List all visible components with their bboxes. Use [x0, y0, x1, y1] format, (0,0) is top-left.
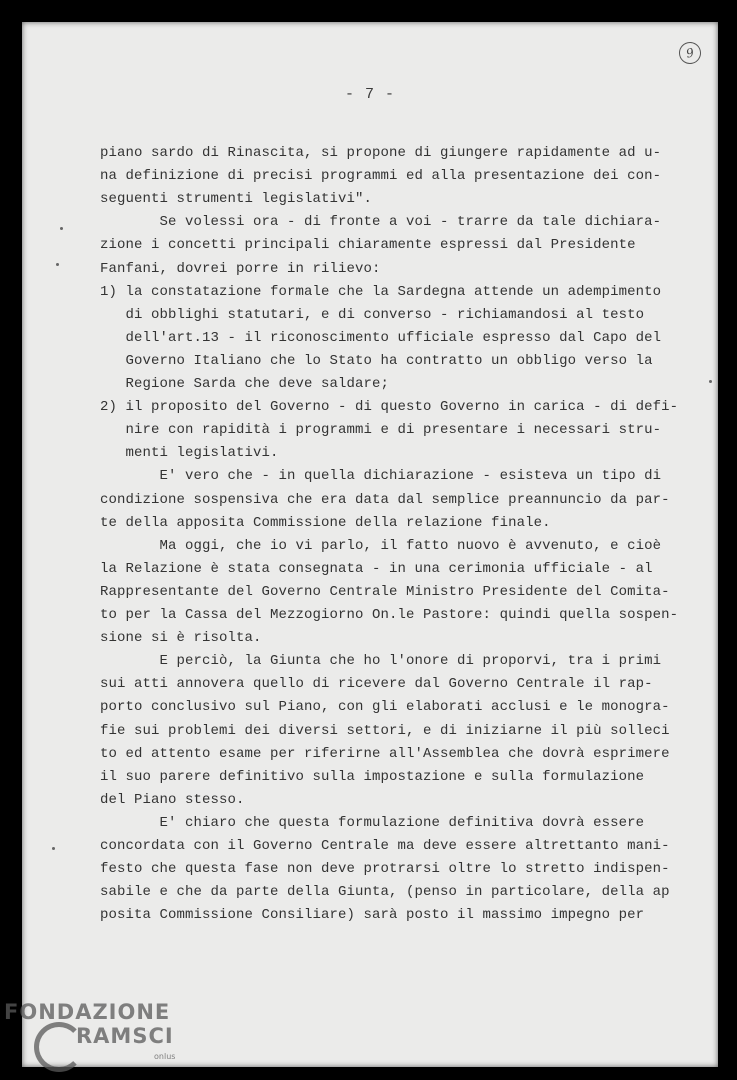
- text-line: la Relazione è stata consegnata - in una cerimonia ufficiale - al: [100, 560, 653, 577]
- paper-speck: [709, 380, 712, 383]
- text-line: porto conclusivo sul Piano, con gli elaborati acclusi e le monogra-: [100, 699, 670, 716]
- text-line: Regione Sarda che deve saldare;: [100, 376, 390, 392]
- page-number: - 7 -: [344, 86, 395, 103]
- paper-speck: [60, 227, 63, 230]
- text-line: piano sardo di Rinascita, si propone di giungere rapidamente ad u-: [100, 145, 662, 161]
- text-line: Ma oggi, che io vi parlo, il fatto nuovo è avvenuto, e cioè: [100, 537, 662, 554]
- text-line: to ed attento esame per riferirne all'Assemblea che dovrà esprimere: [100, 745, 670, 762]
- text-line: concordata con il Governo Centrale ma deve essere altrettanto mani-: [100, 838, 670, 854]
- text-line: dell'art.13 - il riconoscimento ufficiale espresso dal Capo del: [100, 329, 662, 346]
- text-line: il suo parere definitivo sulla impostazione e sulla formulazione: [100, 768, 645, 785]
- logo-line2: RAMSCI: [76, 1024, 174, 1048]
- text-line: Governo Italiano che lo Stato ha contratto un obbligo verso la: [100, 352, 653, 369]
- paper-speck: [52, 847, 55, 850]
- text-line: seguenti strumenti legislativi".: [100, 191, 373, 208]
- text-line: te della apposita Commissione della relazione finale.: [100, 514, 551, 531]
- text-line: Fanfani, dovrei porre in rilievo:: [100, 260, 381, 277]
- text-line: 2) il proposito del Governo - di questo Governo in carica - di defi-: [100, 399, 679, 416]
- archive-stamp: 9: [677, 40, 703, 66]
- text-line: zione i concetti principali chiaramente espressi dal Presidente: [100, 237, 636, 254]
- text-line: sione si è risolta.: [100, 630, 262, 647]
- document-page: [22, 22, 718, 1067]
- text-line: di obblighi statutari, e di converso - richiamandosi al testo: [100, 306, 645, 323]
- text-line: condizione sospensiva che era data dal semplice preannuncio da par-: [100, 491, 670, 508]
- text-line: fie sui problemi dei diversi settori, e di iniziarne il più solleci: [100, 722, 670, 739]
- text-line: del Piano stesso.: [100, 791, 245, 808]
- fondazione-gramsci-logo: [4, 1000, 194, 1078]
- text-line: Se volessi ora - di fronte a voi - trarre da tale dichiara-: [100, 214, 662, 231]
- text-line: nire con rapidità i programmi e di presentare i necessari stru-: [100, 422, 662, 439]
- text-line: sui atti annovera quello di ricevere dal Governo Centrale il rap-: [100, 676, 653, 693]
- text-line: na definizione di precisi programmi ed alla presentazione dei con-: [100, 168, 662, 185]
- text-line: E perciò, la Giunta che ho l'onore di proporvi, tra i primi: [100, 653, 662, 670]
- text-line: posita Commissione Consiliare) sarà posto il massimo impegno per: [100, 907, 645, 924]
- text-line: 1) la constatazione formale che la Sardegna attende un adempimento: [100, 283, 662, 300]
- text-line: E' chiaro che questa formulazione definitiva dovrà essere: [100, 814, 645, 831]
- text-line: menti legislativi.: [100, 445, 279, 462]
- text-line: E' vero che - in quella dichiarazione - esisteva un tipo di: [100, 468, 662, 485]
- logo-line1: FONDAZIONE: [4, 1000, 171, 1024]
- paper-speck: [56, 263, 59, 266]
- logo-sub: onlus: [154, 1052, 176, 1061]
- text-line: to per la Cassa del Mezzogiorno On.le Pastore: quindi quella sospen-: [100, 607, 679, 623]
- text-line: Rappresentante del Governo Centrale Ministro Presidente del Comita-: [100, 583, 670, 600]
- text-line: sabile e che da parte della Giunta, (penso in particolare, della ap: [100, 884, 670, 901]
- text-line: festo che questa fase non deve protrarsi oltre lo stretto indispen-: [100, 861, 670, 878]
